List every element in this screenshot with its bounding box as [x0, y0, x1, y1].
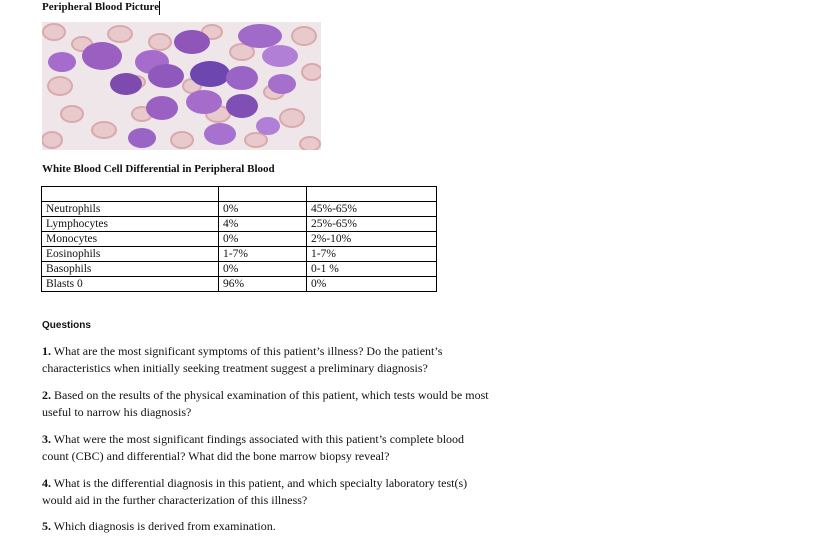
- cell-reference-range: 1-7%: [307, 247, 437, 262]
- cell-reference-range: 45%-65%: [307, 202, 437, 217]
- question-5: [42, 518, 492, 535]
- cell-patient-value: 0%: [219, 202, 307, 217]
- question-4: [42, 475, 492, 509]
- table-header-row: [42, 187, 437, 202]
- cell-patient-value: 1-7%: [219, 247, 307, 262]
- cell-type: Monocytes: [42, 232, 219, 247]
- table-row: [42, 202, 437, 217]
- question-text: What are the most significant symptoms of this patient’s illness? Do the patient’s characteristics when initially seeking treatment suggest a preliminary diagnosis?: [42, 344, 443, 375]
- question-2: [42, 387, 492, 421]
- table-row: [42, 247, 437, 262]
- question-text: What is the differential diagnosis in this patient, and which specialty laboratory test(s) would aid in the further characterization of this illness?: [42, 476, 468, 507]
- cell-patient-value: 0%: [219, 262, 307, 277]
- question-text: What were the most significant findings associated with this patient’s complete blood count (CBC) and differential? What did the bone marrow biopsy reveal?: [42, 432, 465, 463]
- cell-type: Eosinophils: [42, 247, 219, 262]
- cell-patient-value: 4%: [219, 217, 307, 232]
- questions-heading: Questions: [42, 320, 91, 331]
- cell-reference-range: 25%-65%: [307, 217, 437, 232]
- table-header-cell: [42, 187, 219, 202]
- cell-patient-value: 96%: [219, 277, 307, 292]
- table-title: White Blood Cell Differential in Peripheral Blood: [42, 163, 275, 175]
- table-header-cell: [307, 187, 437, 202]
- blood-smear-image: [42, 22, 321, 150]
- question-number: 2.: [42, 388, 51, 402]
- cell-reference-range: 0%: [307, 277, 437, 292]
- cell-type: Basophils: [42, 262, 219, 277]
- question-number: 4.: [42, 476, 51, 490]
- cell-type: Blasts 0: [42, 277, 219, 292]
- question-3: [42, 431, 492, 465]
- question-number: 5.: [42, 519, 51, 533]
- cell-patient-value: 0%: [219, 232, 307, 247]
- question-number: 3.: [42, 432, 51, 446]
- question-number: 1.: [42, 344, 51, 358]
- document-title: Peripheral Blood Picture: [42, 1, 160, 13]
- table-row: [42, 277, 437, 292]
- table-row: [42, 232, 437, 247]
- question-1: [42, 343, 492, 377]
- cell-type: Neutrophils: [42, 202, 219, 217]
- text-cursor: [159, 1, 160, 15]
- wbc-differential-table: [41, 186, 437, 292]
- table-row: [42, 262, 437, 277]
- cell-reference-range: 2%-10%: [307, 232, 437, 247]
- cell-reference-range: 0-1 %: [307, 262, 437, 277]
- cell-type: Lymphocytes: [42, 217, 219, 232]
- table-header-cell: [219, 187, 307, 202]
- question-text: Which diagnosis is derived from examination.: [53, 519, 276, 533]
- table-row: [42, 217, 437, 232]
- question-text: Based on the results of the physical examination of this patient, which tests would be most useful to narrow his diagnosis?: [42, 388, 489, 419]
